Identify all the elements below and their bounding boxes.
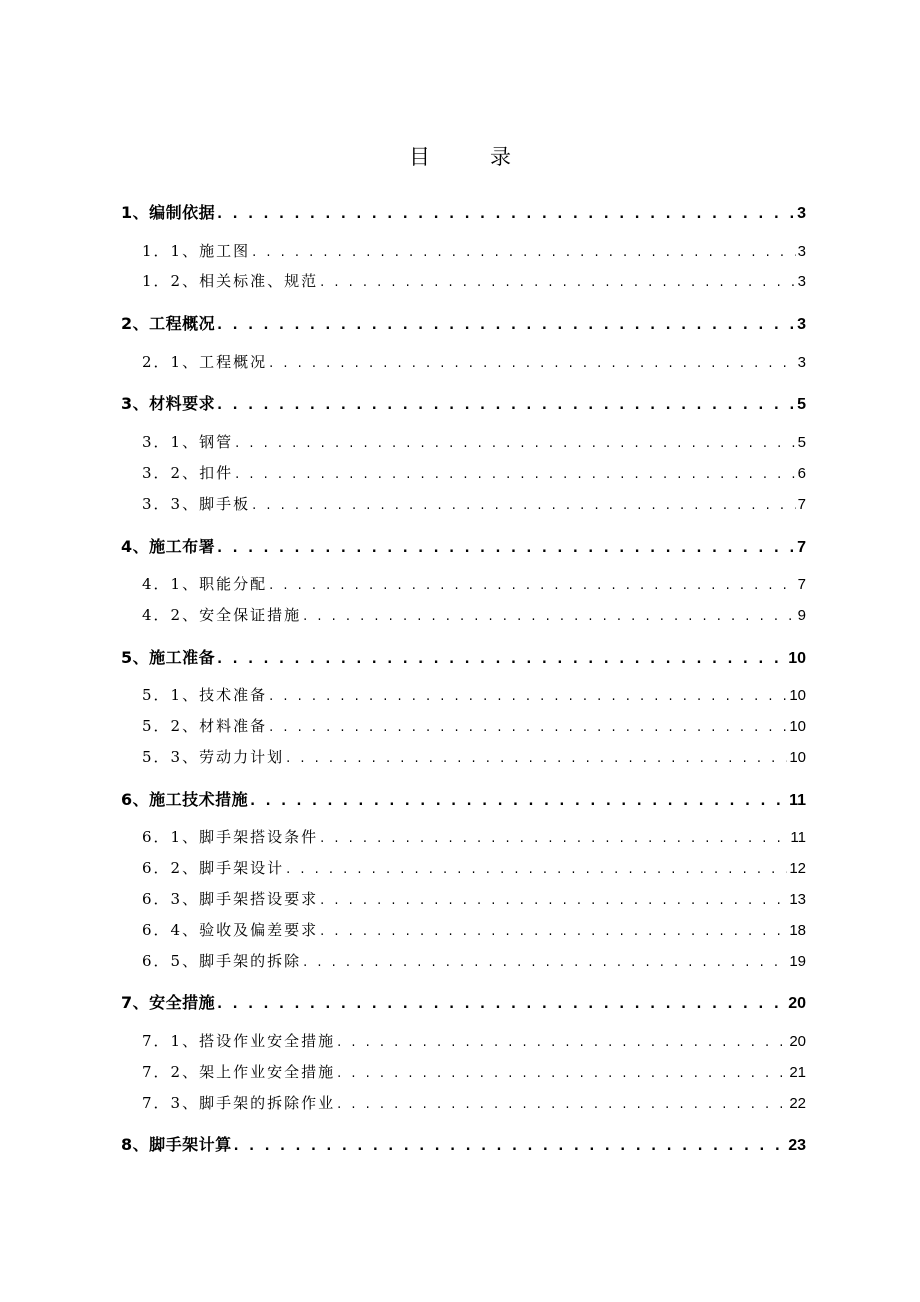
toc-entry-chapter[interactable] — [121, 391, 806, 414]
toc-entry-label: 7、安全措施 — [121, 993, 216, 1012]
toc-dot-leader — [269, 689, 787, 704]
toc-entry-label: 1、编制依据 — [121, 203, 216, 222]
toc-dot-leader — [303, 955, 787, 970]
toc-entry-page-number: 10 — [789, 749, 806, 766]
toc-entry-chapter[interactable] — [121, 787, 806, 810]
toc-entry-chapter[interactable] — [121, 534, 806, 557]
toc-entry-section[interactable] — [142, 573, 806, 594]
toc-entry-section[interactable] — [142, 1092, 806, 1113]
toc-entry-section[interactable] — [142, 1030, 806, 1051]
toc-entry-label: 5、施工准备 — [121, 648, 216, 667]
toc-entry-label: 3．3、脚手板 — [142, 495, 251, 513]
toc-entry-label: 4．1、职能分配 — [142, 575, 268, 593]
toc-dot-leader — [217, 997, 786, 1012]
toc-entry-section[interactable] — [142, 919, 806, 940]
toc-entry-label: 5．2、材料准备 — [142, 717, 268, 735]
toc-entry-page-number: 7 — [797, 576, 806, 593]
toc-entry-label: 6．4、验收及偏差要求 — [142, 921, 319, 939]
toc-entry-chapter[interactable] — [121, 990, 806, 1013]
toc-entry-chapter[interactable] — [121, 645, 806, 668]
toc-entry-label: 6．3、脚手架搭设要求 — [142, 890, 319, 908]
toc-entry-label: 2、工程概况 — [121, 314, 216, 333]
toc-entry-page-number: 21 — [789, 1064, 806, 1081]
toc-dot-leader — [217, 398, 795, 413]
toc-dot-leader — [337, 1066, 787, 1081]
toc-entry-section[interactable] — [142, 431, 806, 452]
toc-entry-section[interactable] — [142, 351, 806, 372]
toc-entry-page-number: 19 — [789, 953, 806, 970]
toc-entry-page-number: 3 — [797, 273, 806, 290]
toc-dot-leader — [217, 652, 786, 667]
toc-entry-label: 2．1、工程概况 — [142, 353, 268, 371]
toc-entry-section[interactable] — [142, 462, 806, 483]
toc-dot-leader — [252, 245, 796, 260]
toc-dot-leader — [235, 436, 796, 451]
toc-entry-section[interactable] — [142, 950, 806, 971]
toc-entry-label: 5．1、技术准备 — [142, 686, 268, 704]
toc-dot-leader — [269, 578, 796, 593]
toc-entry-label: 6、施工技术措施 — [121, 790, 249, 809]
toc-dot-leader — [286, 862, 787, 877]
toc-entry-page-number: 3 — [797, 205, 806, 222]
toc-entry-chapter[interactable] — [121, 311, 806, 334]
toc-entry-page-number: 18 — [789, 922, 806, 939]
toc-entry-page-number: 20 — [788, 995, 806, 1012]
toc-entry-page-number: 3 — [797, 354, 806, 371]
page-title: 目录 — [409, 145, 571, 169]
toc-entry-label: 3．2、扣件 — [142, 464, 234, 482]
toc-entry-page-number: 5 — [797, 396, 806, 413]
toc-dot-leader — [250, 794, 787, 809]
toc-entry-page-number: 22 — [789, 1095, 806, 1112]
toc-entry-label: 6．2、脚手架设计 — [142, 859, 285, 877]
toc-entry-label: 8、脚手架计算 — [121, 1135, 232, 1154]
toc-entry-page-number: 12 — [789, 860, 806, 877]
toc-entry-page-number: 7 — [797, 496, 806, 513]
toc-dot-leader — [337, 1097, 787, 1112]
toc-dot-leader — [217, 318, 795, 333]
toc-entry-page-number: 11 — [789, 792, 806, 809]
toc-dot-leader — [320, 893, 787, 908]
toc-dot-leader — [217, 207, 795, 222]
toc-entry-label: 5．3、劳动力计划 — [142, 748, 285, 766]
toc-entry-label: 7．1、搭设作业安全措施 — [142, 1032, 336, 1050]
toc-dot-leader — [269, 720, 787, 735]
toc-entry-page-number: 5 — [797, 434, 806, 451]
toc-entry-section[interactable] — [142, 604, 806, 625]
toc-entry-page-number: 11 — [790, 829, 806, 846]
toc-dot-leader — [252, 498, 796, 513]
toc-entry-page-number: 3 — [797, 316, 806, 333]
toc-entry-section[interactable] — [142, 888, 806, 909]
toc-entry-section[interactable] — [142, 746, 806, 767]
toc-entry-page-number: 3 — [797, 243, 806, 260]
toc-entry-page-number: 7 — [797, 539, 806, 556]
toc-dot-leader — [269, 356, 796, 371]
toc-dot-leader — [320, 924, 787, 939]
toc-entry-page-number: 13 — [789, 891, 806, 908]
toc-entry-section[interactable] — [142, 684, 806, 705]
toc-entry-label: 3、材料要求 — [121, 394, 216, 413]
toc-dot-leader — [217, 541, 795, 556]
toc-entry-page-number: 23 — [788, 1137, 806, 1154]
toc-entry-label: 7．3、脚手架的拆除作业 — [142, 1094, 336, 1112]
toc-dot-leader — [303, 609, 796, 624]
toc-entry-page-number: 6 — [797, 465, 806, 482]
toc-entry-section[interactable] — [142, 1061, 806, 1082]
toc-entry-page-number: 20 — [789, 1033, 806, 1050]
toc-entry-section[interactable] — [142, 240, 806, 261]
toc-dot-leader — [320, 831, 788, 846]
toc-entry-label: 3．1、钢管 — [142, 433, 234, 451]
toc-entry-page-number: 10 — [789, 687, 806, 704]
toc-entry-label: 6．1、脚手架搭设条件 — [142, 828, 319, 846]
toc-entry-page-number: 9 — [797, 607, 806, 624]
toc-entry-label: 1．2、相关标准、规范 — [142, 272, 319, 290]
toc-entry-section[interactable] — [142, 826, 806, 847]
toc-entry-section[interactable] — [142, 270, 806, 291]
toc-entry-label: 4、施工布署 — [121, 537, 216, 556]
toc-entry-page-number: 10 — [788, 650, 806, 667]
toc-dot-leader — [234, 1139, 787, 1154]
toc-dot-leader — [320, 275, 796, 290]
toc-entry-label: 4．2、安全保证措施 — [142, 606, 302, 624]
toc-entry-label: 1．1、施工图 — [142, 242, 251, 260]
toc-entry-section[interactable] — [142, 493, 806, 514]
toc-entry-chapter[interactable] — [121, 200, 806, 223]
toc-entry-section[interactable] — [142, 857, 806, 878]
toc-entry-page-number: 10 — [789, 718, 806, 735]
toc-entry-chapter[interactable] — [121, 1132, 806, 1155]
toc-dot-leader — [235, 467, 796, 482]
toc-entry-section[interactable] — [142, 715, 806, 736]
toc-dot-leader — [286, 751, 787, 766]
toc-entry-label: 6．5、脚手架的拆除 — [142, 952, 302, 970]
toc-dot-leader — [337, 1035, 787, 1050]
toc-entry-label: 7．2、架上作业安全措施 — [142, 1063, 336, 1081]
